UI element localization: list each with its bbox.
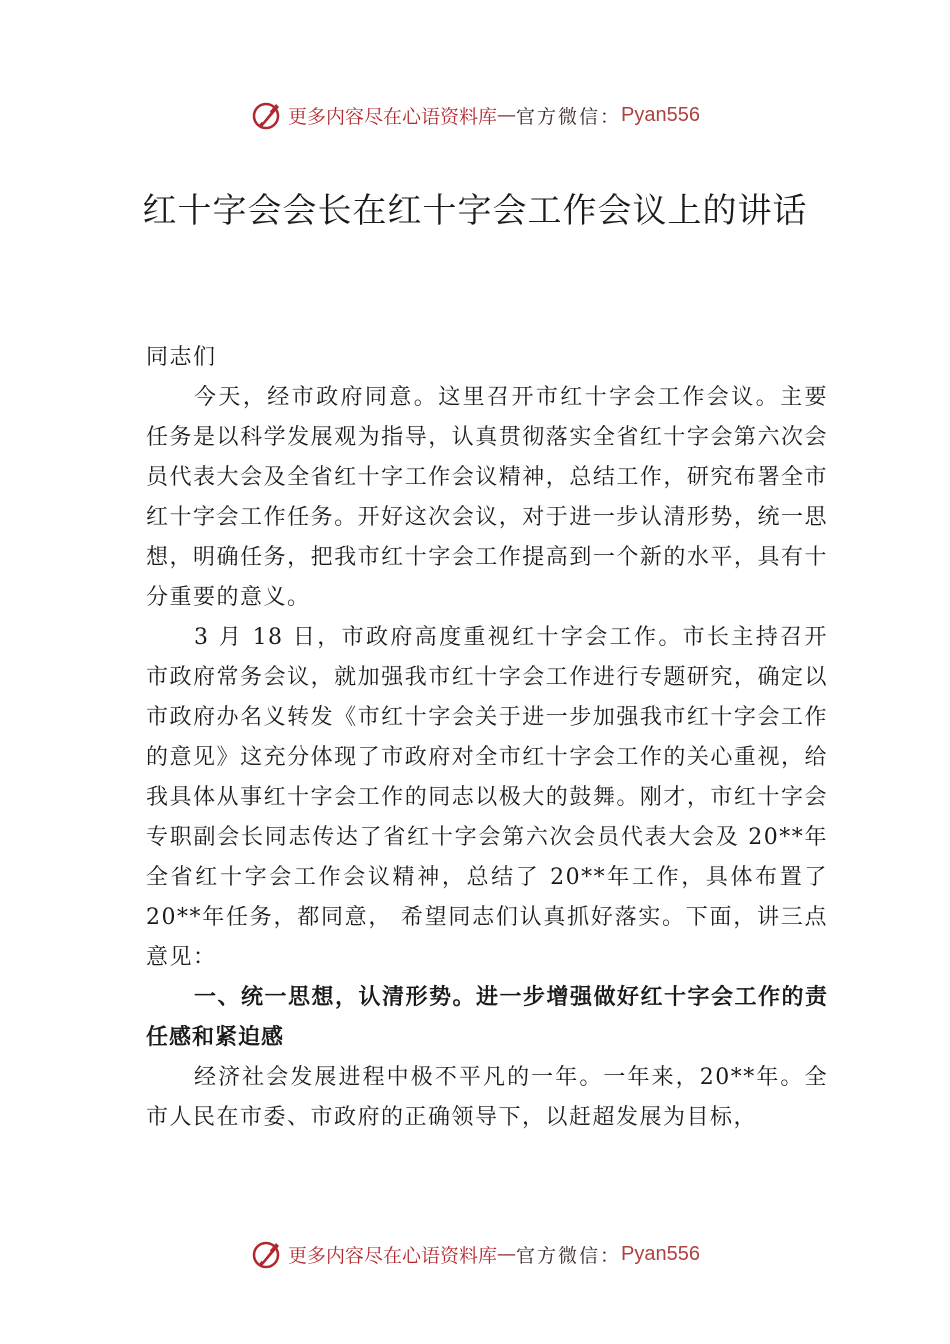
- salutation: 同志们: [146, 345, 217, 370]
- watermark-wechat-id: Pyan556: [621, 103, 700, 126]
- document-title: 红十字会会长在红十字会工作会议上的讲话: [142, 191, 808, 231]
- watermark-dash: —: [497, 104, 517, 126]
- watermark-header: [0, 95, 950, 135]
- document-body: [146, 338, 828, 1138]
- watermark-library-text: 更多内容尽在心语资料库: [288, 105, 498, 128]
- feather-pen-logo-icon: [250, 1237, 284, 1271]
- section-heading-1: 一、统一思想，认清形势。进一步增强做好红十字会工作的责任感和紧迫感: [146, 985, 828, 1050]
- watermark-wechat-label: 官方微信：: [516, 105, 622, 128]
- watermark-footer: [0, 1234, 950, 1274]
- watermark-dash: —: [497, 1243, 517, 1265]
- paragraph-2: 3 月 18 日，市政府高度重视红十字会工作。市长主持召开市政府常务会议，就加强我市红十字会工作进行专题研究，确定以市政府办名义转发《市红十字会关于进一步加强我市红十字会工作的意见》这充分体现了市政府对全市红十字会工作的关心重视，给我具体从事红十字会工作的同志以极大的鼓舞。刚才，市红十字会专职副会长同志传达了省红十字会第六次会员代表大会及 20**年全省红十字会工作会议精神，总结了 20**年工作，具体布置了 20**年任务，都同意， 希望同志们认真抓好落实。下面，讲三点意见：: [146, 625, 828, 970]
- paragraph-1: 今天，经市政府同意。这里召开市红十字会工作会议。主要任务是以科学发展观为指导，认真贯彻落实全省红十字会第六次会员代表大会及全省红十字工作会议精神，总结工作，研究布署全市红十字会工作任务。开好这次会议，对于进一步认清形势，统一思想，明确任务，把我市红十字会工作提高到一个新的水平，具有十分重要的意义。: [146, 385, 828, 610]
- paragraph-3: 经济社会发展进程中极不平凡的一年。一年来，20**年。全市人民在市委、市政府的正确领导下，以赶超发展为目标，: [146, 1065, 828, 1130]
- feather-pen-logo-icon: [250, 98, 284, 132]
- watermark-wechat-id: Pyan556: [621, 1242, 700, 1265]
- watermark-library-text: 更多内容尽在心语资料库: [288, 1244, 498, 1267]
- watermark-wechat-label: 官方微信：: [516, 1244, 622, 1267]
